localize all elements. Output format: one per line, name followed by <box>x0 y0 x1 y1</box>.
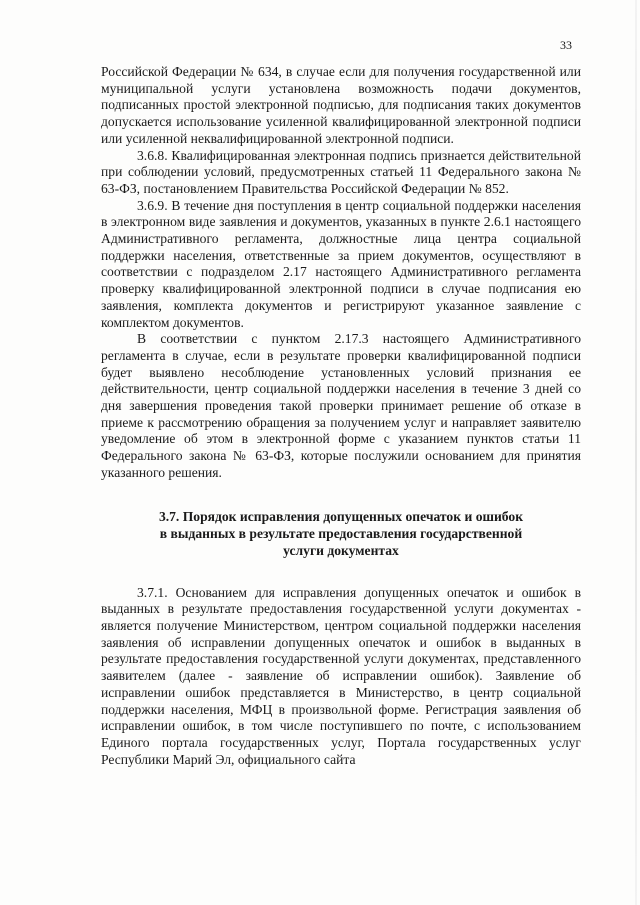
section-spacer <box>101 559 581 585</box>
section-title-line: 3.7. Порядок исправления допущенных опечаток и ошибок <box>158 508 524 524</box>
document-body <box>101 64 581 768</box>
scan-edge-shadow <box>635 0 637 905</box>
paragraph-3-6-8: 3.6.8. Квалифицированная электронная подпись признается действительной при соблюдении условий, предусмотренных статьей 11 Федерального закона № 63-ФЗ, постановлением Правительства Российской Федерации № 852. <box>101 147 581 196</box>
section-title-line: услуги документах <box>283 542 399 558</box>
paragraph-continuation: Российской Федерации № 634, в случае если для получения государственной или муниципальной услуги установлена возможность подачи документов, подписанных простой электронной подписью, для подписания таких документов допускается использование усиленной квалифицированной электронной подписи или усиленной неквалифицированной электронной подписи. <box>101 64 581 146</box>
paragraph-2-17-3-reference: В соответствии с пунктом 2.17.3 настоящего Административного регламента в случае, если в результате проверки квалифицированной подписи будет выявлено несоблюдение установленных условий признания ее действительности, центр социальной поддержки населения в течение 3 дней со дня завершения проведения такой проверки принимает решение об отказе в приеме к рассмотрению обращения за получением услуг и направляет заявителю уведомление об этом в электронной форме с указанием пунктов статьи 11 Федерального закона № 63-ФЗ, которые послужили основанием для принятия указанного решения. <box>101 331 581 480</box>
section-title-3-7 <box>101 508 581 559</box>
section-title-line: в выданных в результате предоставления государственной <box>159 525 523 541</box>
page-number: 33 <box>560 38 572 52</box>
paragraph-3-6-9: 3.6.9. В течение дня поступления в центр социальной поддержки населения в электронном виде заявления и документов, указанных в пункте 2.6.1 настоящего Административного регламента, должностные лица центра социальной поддержки населения, ответственные за прием документов, осуществляют в соответствии с подразделом 2.17 настоящего Административного регламента проверку квалифицированной электронной подписи в случае подписания ею заявления, комплекта документов и регистрируют указанное заявление с комплектом документов. <box>101 197 581 330</box>
paragraph-3-7-1: 3.7.1. Основанием для исправления допущенных опечаток и ошибок в выданных в результате предоставления государственной услуги документах - является получение Министерством, центром социальной поддержки населения заявления об исправлении допущенных опечаток и ошибок в выданных в результате предоставления государственной услуги документах, представленного заявителем (далее - заявление об исправлении ошибок). Заявление об исправлении ошибок представляется в Министерство, в центр социальной поддержки населения, МФЦ в произвольной форме. Регистрация заявления об исправлении ошибок, в том числе поступившего по почте, с использованием Единого портала государственных услуг, Портала государственных услуг Республики Марий Эл, официального сайта <box>101 584 581 767</box>
